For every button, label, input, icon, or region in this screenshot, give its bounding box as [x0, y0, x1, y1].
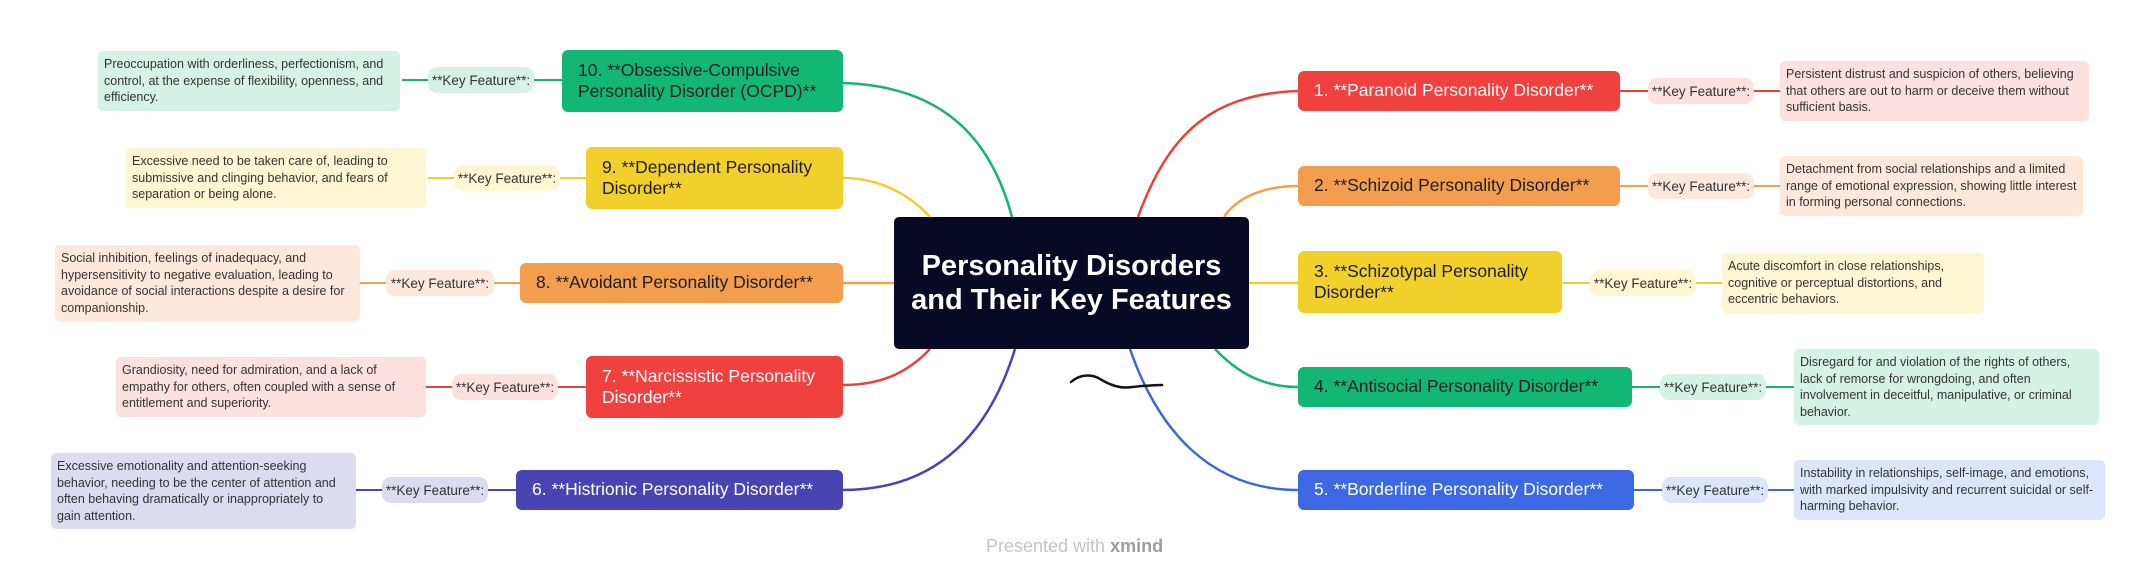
topic-label: 7. **Narcissistic Personality Disorder** — [602, 365, 815, 407]
scribble-mark — [1071, 376, 1162, 388]
topic-antisocial[interactable] — [1298, 367, 1632, 407]
key-feature-label[interactable] — [1662, 477, 1768, 503]
topic-narcissistic[interactable] — [586, 356, 843, 418]
topic-dependent[interactable] — [586, 147, 843, 209]
description-dependent[interactable] — [126, 148, 426, 208]
topic-label: 10. **Obsessive-Compulsive Personality Disorder (OCPD)** — [578, 59, 817, 101]
xmind-logo-text: xmind — [1110, 536, 1164, 556]
description-text: Acute discomfort in close relationships, cognitive or perceptual distortions, and eccentric behaviors. — [1728, 259, 1945, 307]
key-feature-label[interactable] — [1590, 270, 1696, 296]
description-text: Persistent distrust and suspicion of others, believing that others are out to harm or deceive them without sufficient basis. — [1786, 67, 2074, 115]
central-topic[interactable] — [894, 217, 1249, 349]
branch-line-9 — [843, 178, 930, 217]
central-topic-title: Personality Disorders and Their Key Features — [911, 249, 1232, 316]
topic-avoidant[interactable] — [520, 263, 843, 303]
key-feature-text: **Key Feature**: — [1593, 275, 1693, 291]
topic-label: 5. **Borderline Personality Disorder** — [1314, 479, 1603, 500]
key-feature-label[interactable] — [452, 374, 558, 400]
topic-label: 1. **Paranoid Personality Disorder** — [1314, 80, 1594, 101]
description-text: Disregard for and violation of the rights of others, lack of remorse for wrongdoing, and often involvement in deceitful, manipulative, or criminal behavior. — [1800, 355, 2072, 419]
key-feature-text: **Key Feature**: — [390, 275, 490, 291]
branch-line-2 — [1224, 186, 1298, 217]
key-feature-label[interactable] — [1660, 374, 1766, 400]
topic-ocpd[interactable] — [562, 50, 843, 112]
key-feature-text: **Key Feature**: — [431, 72, 531, 88]
description-text: Excessive need to be taken care of, leading to submissive and clinging behavior, and fears of separation or being alone. — [132, 154, 388, 202]
key-feature-text: **Key Feature**: — [1651, 83, 1751, 99]
key-feature-text: **Key Feature**: — [457, 170, 557, 186]
description-narcissistic[interactable] — [116, 357, 426, 417]
branch-line-10 — [843, 83, 1012, 217]
topic-label: 9. **Dependent Personality Disorder** — [602, 156, 813, 198]
topic-label: 4. **Antisocial Personality Disorder** — [1314, 376, 1599, 397]
key-feature-label[interactable] — [428, 67, 534, 93]
topic-borderline[interactable] — [1298, 470, 1634, 510]
key-feature-label[interactable] — [1648, 78, 1754, 104]
topic-label: 8. **Avoidant Personality Disorder** — [536, 272, 813, 293]
key-feature-text: **Key Feature**: — [1651, 178, 1751, 194]
topic-schizoid[interactable] — [1298, 166, 1620, 206]
branch-line-1 — [1138, 91, 1298, 217]
key-feature-label[interactable] — [1648, 173, 1754, 199]
description-text: Excessive emotionality and attention-seeking behavior, needing to be the center of attention and often behaving dramatically or inappropriately to gain attention. — [57, 459, 336, 523]
description-text: Social inhibition, feelings of inadequacy, and hypersensitivity to negative evaluation, leading to avoidance of social interactions despite a desire for companionship. — [61, 251, 345, 315]
topic-schizotypal[interactable] — [1298, 251, 1562, 313]
key-feature-text: **Key Feature**: — [455, 379, 555, 395]
key-feature-text: **Key Feature**: — [385, 482, 485, 498]
topic-histrionic[interactable] — [516, 470, 843, 510]
footer-credit — [986, 536, 1163, 557]
description-borderline[interactable] — [1794, 460, 2105, 520]
key-feature-label[interactable] — [454, 165, 560, 191]
description-ocpd[interactable] — [98, 51, 400, 111]
key-feature-text: **Key Feature**: — [1663, 379, 1763, 395]
topic-label: 6. **Histrionic Personality Disorder** — [532, 479, 814, 500]
footer-prefix: Presented with — [986, 536, 1106, 556]
description-schizotypal[interactable] — [1722, 253, 1984, 313]
topic-label: 3. **Schizotypal Personality Disorder** — [1314, 260, 1528, 302]
branch-line-7 — [843, 349, 930, 385]
description-schizoid[interactable] — [1780, 156, 2083, 216]
description-text: Grandiosity, need for admiration, and a lack of empathy for others, often coupled with a sense of entitlement and superiority. — [122, 363, 396, 411]
description-histrionic[interactable] — [51, 453, 356, 529]
description-text: Detachment from social relationships and a limited range of emotional expression, showing little interest in forming personal connections. — [1786, 162, 2077, 210]
description-paranoid[interactable] — [1780, 61, 2089, 121]
description-avoidant[interactable] — [55, 245, 360, 321]
key-feature-label[interactable] — [386, 270, 494, 296]
branch-line-6 — [843, 349, 1015, 490]
branch-line-5 — [1130, 349, 1298, 490]
key-feature-text: **Key Feature**: — [1665, 482, 1765, 498]
branch-line-4 — [1215, 349, 1298, 387]
topic-paranoid[interactable] — [1298, 71, 1620, 111]
topic-label: 2. **Schizoid Personality Disorder** — [1314, 175, 1590, 196]
description-text: Instability in relationships, self-image, and emotions, with marked impulsivity and recurrent suicidal or self-harming behavior. — [1800, 466, 2094, 514]
key-feature-label[interactable] — [382, 477, 488, 503]
description-text: Preoccupation with orderliness, perfectionism, and control, at the expense of flexibility, openness, and efficiency. — [104, 57, 384, 105]
description-antisocial[interactable] — [1794, 349, 2099, 425]
